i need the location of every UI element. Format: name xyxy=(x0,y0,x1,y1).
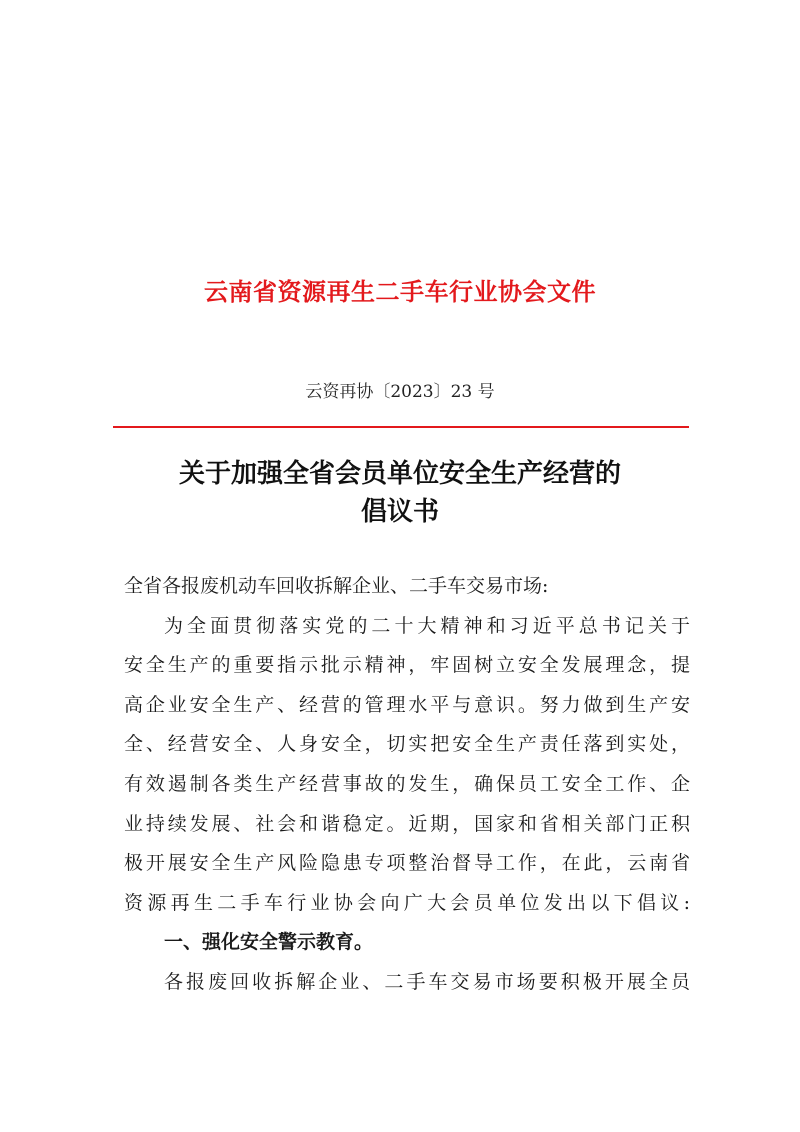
paragraph-1-line: 高企业安全生产、经营的管理水平与意识。努力做到生产安 xyxy=(124,693,690,716)
masthead-title: 云南省资源再生二手车行业协会文件 xyxy=(204,278,596,306)
paragraph-2-line: 各报废回收拆解企业、二手车交易市场要积极开展全员 xyxy=(164,970,690,993)
document-title xyxy=(0,455,800,531)
document-title-line-1: 关于加强全省会员单位安全生产经营的 xyxy=(178,459,621,489)
paragraph-1-line: 资源再生二手车行业协会向广大会员单位发出以下倡议: xyxy=(124,891,690,914)
document-number: 云资再协〔2023〕23 号 xyxy=(305,382,495,402)
paragraph-1-line: 业持续发展、社会和谐稳定。近期，国家和省相关部门正积 xyxy=(124,812,690,835)
paragraph-1-line: 安全生产的重要指示批示精神，牢固树立安全发展理念，提 xyxy=(124,654,690,677)
paragraph-1-line: 为全面贯彻落实党的二十大精神和习近平总书记关于 xyxy=(164,614,690,637)
paragraph-1-line: 全、经营安全、人身安全，切实把安全生产责任落到实处， xyxy=(124,733,690,756)
red-divider-line xyxy=(113,426,689,428)
salutation: 全省各报废机动车回收拆解企业、二手车交易市场: xyxy=(124,575,549,597)
document-title-line-2: 倡议书 xyxy=(360,497,439,527)
section-1-heading: 一、强化安全警示教育。 xyxy=(164,931,374,954)
paragraph-1-line: 有效遏制各类生产经营事故的发生，确保员工安全工作、企 xyxy=(124,772,690,795)
paragraph-1-line: 极开展安全生产风险隐患专项整治督导工作，在此，云南省 xyxy=(124,852,690,875)
document-body xyxy=(124,567,690,1003)
